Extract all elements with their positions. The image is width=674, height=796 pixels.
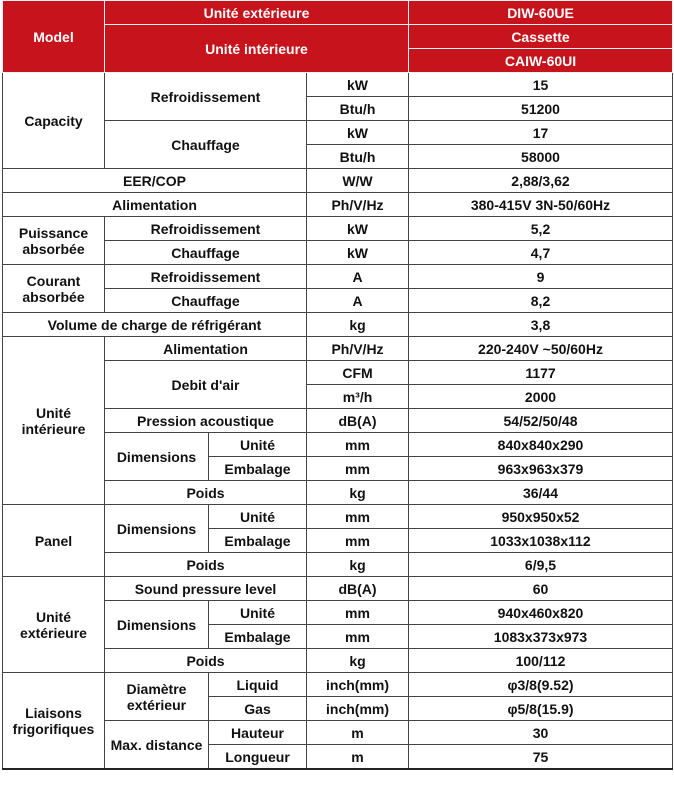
value-cell: 8,2 [409, 289, 673, 313]
model-label: Model [3, 1, 105, 73]
value-cell: 1033x1038x112 [409, 529, 673, 553]
table-row [3, 505, 673, 529]
unit-cell: kg [307, 553, 409, 577]
value-cell: 950x950x52 [409, 505, 673, 529]
value-cell: 30 [409, 721, 673, 745]
row-sublabel: Unité [209, 505, 307, 529]
outdoor-unit-label: Unité extérieure [105, 1, 409, 25]
row-label: Refroidissement [105, 217, 307, 241]
value-cell: 100/112 [409, 649, 673, 673]
value-cell: φ3/8(9.52) [409, 673, 673, 697]
row-label: Diamètre extérieur [105, 673, 209, 721]
value-cell: 4,7 [409, 241, 673, 265]
row-label: Pression acoustique [105, 409, 307, 433]
unit-cell: inch(mm) [307, 673, 409, 697]
row-label: Poids [105, 649, 307, 673]
row-label: Poids [105, 481, 307, 505]
power-input-label: Puissance absorbée [3, 217, 105, 265]
row-label: Poids [105, 553, 307, 577]
unit-cell: kg [307, 313, 409, 337]
row-label: Alimentation [105, 337, 307, 361]
unit-cell: mm [307, 505, 409, 529]
indoor-unit-model: CAIW-60UI [409, 49, 673, 73]
value-cell: 3,8 [409, 313, 673, 337]
value-cell: 6/9,5 [409, 553, 673, 577]
value-cell: 220-240V ~50/60Hz [409, 337, 673, 361]
unit-cell: kg [307, 649, 409, 673]
unit-cell: CFM [307, 361, 409, 385]
capacity-label: Capacity [3, 73, 105, 169]
header-row-outdoor [3, 1, 673, 25]
value-cell: 380-415V 3N-50/60Hz [409, 193, 673, 217]
value-cell: φ5/8(15.9) [409, 697, 673, 721]
row-sublabel: Gas [209, 697, 307, 721]
table-row [3, 577, 673, 601]
unit-cell: Ph/V/Hz [307, 193, 409, 217]
table-row [3, 193, 673, 217]
row-sublabel: Unité [209, 601, 307, 625]
row-sublabel: Embalage [209, 625, 307, 649]
unit-cell: mm [307, 457, 409, 481]
unit-cell: A [307, 265, 409, 289]
table-row [3, 673, 673, 697]
unit-cell: mm [307, 625, 409, 649]
indoor-unit-label: Unité intérieure [105, 25, 409, 73]
unit-cell: mm [307, 601, 409, 625]
table-row [3, 73, 673, 97]
value-cell: 17 [409, 121, 673, 145]
table-row [3, 337, 673, 361]
capacity-heating-label: Chauffage [105, 121, 307, 169]
row-label: Dimensions [105, 505, 209, 553]
refrigerant-label: Volume de charge de réfrigérant [3, 313, 307, 337]
row-label: Chauffage [105, 241, 307, 265]
piping-section-label: Liaisons frigorifiques [3, 673, 105, 770]
row-sublabel: Embalage [209, 529, 307, 553]
spec-sheet [2, 0, 672, 770]
row-sublabel: Embalage [209, 457, 307, 481]
value-cell: 2,88/3,62 [409, 169, 673, 193]
value-cell: 1177 [409, 361, 673, 385]
row-sublabel: Hauteur [209, 721, 307, 745]
unit-cell: dB(A) [307, 577, 409, 601]
value-cell: 2000 [409, 385, 673, 409]
unit-cell: mm [307, 433, 409, 457]
unit-cell: Btu/h [307, 145, 409, 169]
row-label: Dimensions [105, 601, 209, 649]
unit-cell: m³/h [307, 385, 409, 409]
row-label: Sound pressure level [105, 577, 307, 601]
row-sublabel: Liquid [209, 673, 307, 697]
table-row [3, 265, 673, 289]
value-cell: 15 [409, 73, 673, 97]
indoor-unit-type: Cassette [409, 25, 673, 49]
row-sublabel: Unité [209, 433, 307, 457]
unit-cell: kW [307, 241, 409, 265]
unit-cell: Ph/V/Hz [307, 337, 409, 361]
value-cell: 840x840x290 [409, 433, 673, 457]
panel-section-label: Panel [3, 505, 105, 577]
unit-cell: m [307, 721, 409, 745]
unit-cell: A [307, 289, 409, 313]
power-supply-label: Alimentation [3, 193, 307, 217]
value-cell: 51200 [409, 97, 673, 121]
row-sublabel: Longueur [209, 745, 307, 770]
value-cell: 940x460x820 [409, 601, 673, 625]
value-cell: 36/44 [409, 481, 673, 505]
unit-cell: Btu/h [307, 97, 409, 121]
value-cell: 60 [409, 577, 673, 601]
table-row [3, 313, 673, 337]
value-cell: 963x963x379 [409, 457, 673, 481]
table-row [3, 217, 673, 241]
value-cell: 9 [409, 265, 673, 289]
row-label: Chauffage [105, 289, 307, 313]
row-label: Debit d'air [105, 361, 307, 409]
unit-cell: m [307, 745, 409, 770]
unit-cell: kW [307, 73, 409, 97]
row-label: Max. distance [105, 721, 209, 770]
value-cell: 1083x373x973 [409, 625, 673, 649]
unit-cell: kg [307, 481, 409, 505]
eer-cop-label: EER/COP [3, 169, 307, 193]
outdoor-unit-model: DIW-60UE [409, 1, 673, 25]
value-cell: 54/52/50/48 [409, 409, 673, 433]
outdoor-section-label: Unité extérieure [3, 577, 105, 673]
value-cell: 75 [409, 745, 673, 770]
unit-cell: kW [307, 217, 409, 241]
unit-cell: inch(mm) [307, 697, 409, 721]
unit-cell: mm [307, 529, 409, 553]
unit-cell: dB(A) [307, 409, 409, 433]
row-label: Refroidissement [105, 265, 307, 289]
value-cell: 5,2 [409, 217, 673, 241]
row-label: Dimensions [105, 433, 209, 481]
capacity-cooling-label: Refroidissement [105, 73, 307, 121]
spec-table [2, 0, 673, 770]
value-cell: 58000 [409, 145, 673, 169]
unit-cell: W/W [307, 169, 409, 193]
unit-cell: kW [307, 121, 409, 145]
current-input-label: Courant absorbée [3, 265, 105, 313]
table-row [3, 169, 673, 193]
indoor-section-label: Unité intérieure [3, 337, 105, 505]
